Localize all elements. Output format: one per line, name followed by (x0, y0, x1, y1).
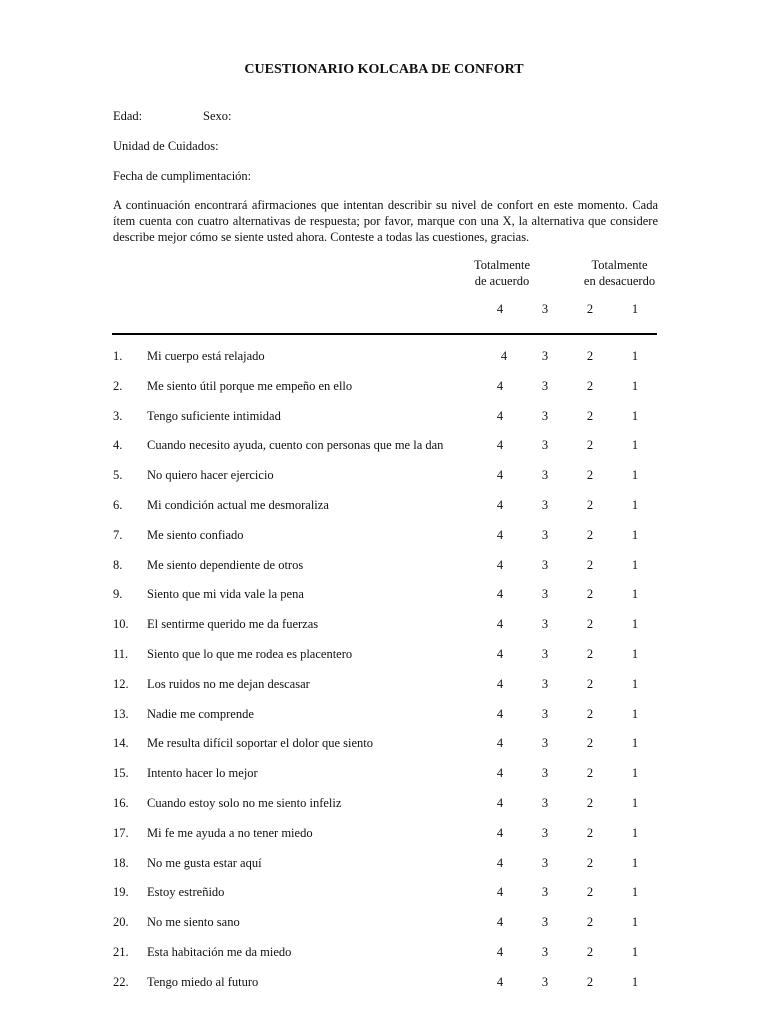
response-option-4[interactable]: 4 (496, 379, 504, 393)
response-option-1[interactable]: 1 (631, 975, 639, 989)
response-option-2[interactable]: 2 (586, 558, 594, 572)
page-title: CUESTIONARIO KOLCABA DE CONFORT (244, 62, 524, 77)
item-number: 3. (113, 409, 123, 423)
response-option-4[interactable]: 4 (496, 915, 504, 929)
response-option-1[interactable]: 1 (631, 647, 639, 661)
response-option-4[interactable]: 4 (496, 826, 504, 840)
scale-header-disagree-line1: Totalmente (591, 258, 648, 272)
item-text: No me siento sano (147, 915, 240, 929)
response-option-1[interactable]: 1 (631, 379, 639, 393)
item-text: Mi condición actual me desmoraliza (147, 498, 329, 512)
scale-header-agree-line1: Totalmente (473, 258, 531, 272)
response-option-4[interactable]: 4 (496, 856, 504, 870)
response-option-2[interactable]: 2 (586, 915, 594, 929)
item-text: Mi fe me ayuda a no tener miedo (147, 826, 313, 840)
response-option-1[interactable]: 1 (631, 796, 639, 810)
response-option-3[interactable]: 3 (541, 379, 549, 393)
item-number: 20. (113, 915, 129, 929)
response-option-1[interactable]: 1 (631, 498, 639, 512)
item-text: Cuando estoy solo no me siento infeliz (147, 796, 342, 810)
scale-header-agree (467, 257, 537, 289)
item-text: Tengo miedo al futuro (147, 975, 259, 989)
response-option-3[interactable]: 3 (541, 707, 549, 721)
response-option-4[interactable]: 4 (496, 677, 504, 691)
item-number: 8. (113, 558, 123, 572)
response-option-2[interactable]: 2 (586, 349, 594, 363)
item-number: 16. (113, 796, 129, 810)
item-text: Cuando necesito ayuda, cuento con personas que me la dan (147, 438, 444, 452)
response-option-4[interactable]: 4 (496, 438, 504, 452)
response-option-3[interactable]: 3 (541, 885, 549, 899)
response-option-1[interactable]: 1 (631, 617, 639, 631)
response-option-1[interactable]: 1 (631, 766, 639, 780)
response-option-3[interactable]: 3 (541, 409, 549, 423)
response-option-1[interactable]: 1 (631, 558, 639, 572)
response-option-3[interactable]: 3 (541, 945, 549, 959)
item-number: 11. (113, 647, 129, 661)
response-option-1[interactable]: 1 (631, 826, 639, 840)
item-number: 22. (113, 975, 129, 989)
response-option-1[interactable]: 1 (631, 915, 639, 929)
response-option-2[interactable]: 2 (586, 617, 594, 631)
response-option-1[interactable]: 1 (631, 885, 639, 899)
item-number: 15. (113, 766, 129, 780)
response-option-3[interactable]: 3 (541, 915, 549, 929)
response-option-1[interactable]: 1 (631, 736, 639, 750)
response-option-1[interactable]: 1 (631, 587, 639, 601)
care-unit-label: Unidad de Cuidados: (113, 139, 219, 153)
response-option-3[interactable]: 3 (541, 438, 549, 452)
item-number: 14. (113, 736, 129, 750)
response-option-4[interactable]: 4 (496, 796, 504, 810)
item-number: 18. (113, 856, 129, 870)
instructions-paragraph: A continuación encontrará afirmaciones que intentan describir su nivel de confort en este momento. Cada ítem cuenta con cuatro alternativas de respuesta; por favor, marque con una X, la alternativa que considere describe mejor cómo se siente usted ahora. Conteste a todas las cuestiones, gracias. (113, 198, 658, 244)
response-option-4[interactable]: 4 (496, 498, 504, 512)
response-option-4[interactable]: 4 (496, 647, 504, 661)
item-number: 13. (113, 707, 129, 721)
sex-label: Sexo: (203, 109, 232, 123)
response-option-2[interactable]: 2 (586, 856, 594, 870)
response-option-3[interactable]: 3 (541, 617, 549, 631)
response-option-2[interactable]: 2 (586, 975, 594, 989)
completion-date-label: Fecha de cumplimentación: (113, 169, 252, 183)
response-option-3[interactable]: 3 (541, 677, 549, 691)
item-text: Los ruidos no me dejan descasar (147, 677, 310, 691)
response-option-3[interactable]: 3 (541, 528, 549, 542)
item-number: 1. (113, 349, 123, 363)
item-text: Tengo suficiente intimidad (147, 409, 281, 423)
response-option-2[interactable]: 2 (586, 766, 594, 780)
response-option-3[interactable]: 3 (541, 856, 549, 870)
item-number: 17. (113, 826, 129, 840)
response-option-3[interactable]: 3 (541, 736, 549, 750)
item-number: 7. (113, 528, 123, 542)
response-option-4[interactable]: 4 (496, 707, 504, 721)
scale-value-1: 1 (631, 302, 639, 316)
response-option-3[interactable]: 3 (541, 796, 549, 810)
item-text: Nadie me comprende (147, 707, 254, 721)
item-text: Siento que lo que me rodea es placentero (147, 647, 353, 661)
response-option-1[interactable]: 1 (631, 349, 639, 363)
response-option-2[interactable]: 2 (586, 945, 594, 959)
response-option-3[interactable]: 3 (541, 766, 549, 780)
scale-header-disagree (577, 257, 662, 289)
response-option-4[interactable]: 4 (496, 885, 504, 899)
item-number: 9. (113, 587, 123, 601)
item-text: Me siento dependiente de otros (147, 558, 304, 572)
response-option-4[interactable]: 4 (496, 975, 504, 989)
item-text: Mi cuerpo está relajado (147, 349, 265, 363)
response-option-1[interactable]: 1 (631, 409, 639, 423)
scale-value-2: 2 (586, 302, 594, 316)
response-option-2[interactable]: 2 (586, 379, 594, 393)
age-label: Edad: (113, 109, 143, 123)
item-number: 19. (113, 885, 129, 899)
response-option-2[interactable]: 2 (586, 528, 594, 542)
item-text: Esta habitación me da miedo (147, 945, 292, 959)
response-option-2[interactable]: 2 (586, 707, 594, 721)
item-text: Me siento útil porque me empeño en ello (147, 379, 353, 393)
item-number: 10. (113, 617, 129, 631)
item-text: Siento que mi vida vale la pena (147, 587, 304, 601)
response-option-1[interactable]: 1 (631, 945, 639, 959)
response-option-3[interactable]: 3 (541, 349, 549, 363)
scale-header-disagree-line2: en desacuerdo (583, 274, 656, 288)
response-option-2[interactable]: 2 (586, 885, 594, 899)
response-option-2[interactable]: 2 (586, 498, 594, 512)
item-number: 4. (113, 438, 123, 452)
item-text: No quiero hacer ejercicio (147, 468, 274, 482)
response-option-4[interactable]: 4 (496, 736, 504, 750)
response-option-3[interactable]: 3 (541, 468, 549, 482)
response-option-2[interactable]: 2 (586, 438, 594, 452)
response-option-2[interactable]: 2 (586, 409, 594, 423)
response-option-2[interactable]: 2 (586, 796, 594, 810)
scale-header-agree-line2: de acuerdo (474, 274, 530, 288)
item-number: 21. (113, 945, 129, 959)
response-option-3[interactable]: 3 (541, 826, 549, 840)
response-option-4[interactable]: 4 (496, 617, 504, 631)
scale-value-3: 3 (541, 302, 549, 316)
response-option-2[interactable]: 2 (586, 587, 594, 601)
item-number: 12. (113, 677, 129, 691)
response-option-2[interactable]: 2 (586, 826, 594, 840)
response-option-3[interactable]: 3 (541, 647, 549, 661)
response-option-2[interactable]: 2 (586, 736, 594, 750)
response-option-2[interactable]: 2 (586, 677, 594, 691)
response-option-1[interactable]: 1 (631, 528, 639, 542)
response-option-1[interactable]: 1 (631, 468, 639, 482)
response-option-2[interactable]: 2 (586, 468, 594, 482)
scale-value-4: 4 (496, 302, 504, 316)
response-option-4[interactable]: 4 (496, 945, 504, 959)
response-option-3[interactable]: 3 (541, 975, 549, 989)
response-option-4[interactable]: 4 (496, 558, 504, 572)
item-number: 2. (113, 379, 123, 393)
response-option-3[interactable]: 3 (541, 558, 549, 572)
response-option-4[interactable]: 4 (500, 349, 508, 363)
response-option-1[interactable]: 1 (631, 856, 639, 870)
response-option-4[interactable]: 4 (496, 528, 504, 542)
response-option-4[interactable]: 4 (496, 766, 504, 780)
response-option-3[interactable]: 3 (541, 498, 549, 512)
response-option-4[interactable]: 4 (496, 468, 504, 482)
item-text: Me resulta difícil soportar el dolor que siento (147, 736, 373, 750)
item-text: Me siento confiado (147, 528, 244, 542)
item-text: Estoy estreñido (147, 885, 225, 899)
response-option-1[interactable]: 1 (631, 707, 639, 721)
response-option-1[interactable]: 1 (631, 677, 639, 691)
item-text: El sentirme querido me da fuerzas (147, 617, 319, 631)
item-number: 6. (113, 498, 123, 512)
header-divider (112, 333, 657, 335)
response-option-4[interactable]: 4 (496, 587, 504, 601)
item-text: Intento hacer lo mejor (147, 766, 258, 780)
item-text: No me gusta estar aquí (147, 856, 262, 870)
response-option-3[interactable]: 3 (541, 587, 549, 601)
response-option-1[interactable]: 1 (631, 438, 639, 452)
response-option-4[interactable]: 4 (496, 409, 504, 423)
item-number: 5. (113, 468, 123, 482)
response-option-2[interactable]: 2 (586, 647, 594, 661)
